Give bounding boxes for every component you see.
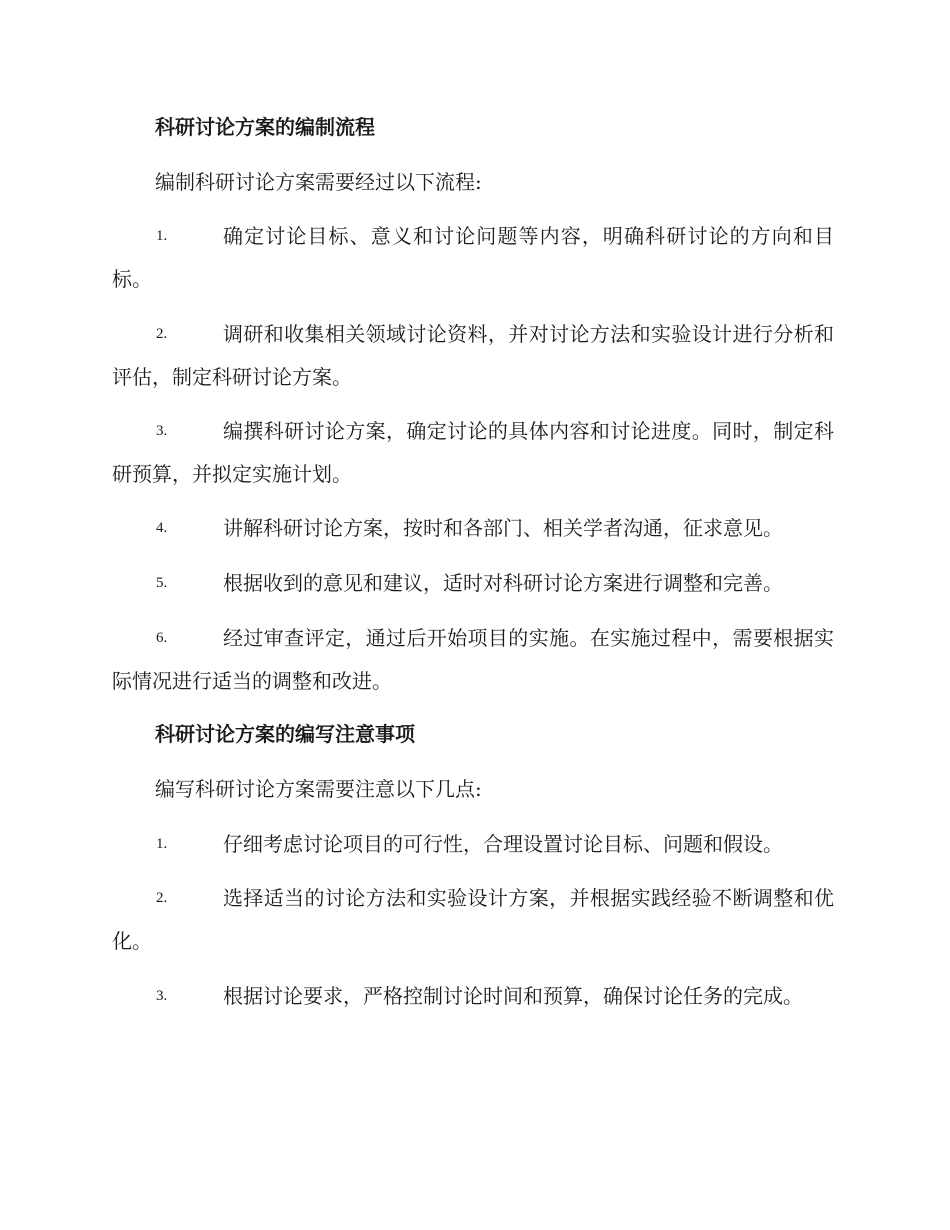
section-heading-compilation-process: 科研讨论方案的编制流程 [155,115,375,139]
section-intro-compilation-process: 编制科研讨论方案需要经过以下流程: [155,170,482,194]
list-item-number: 2. [156,890,168,906]
list-item-text: 根据收到的意见和建议，适时对科研讨论方案进行调整和完善。 [223,571,783,595]
list-item [112,975,834,1018]
list-item-number: 2. [156,326,168,342]
list-item-text: 调研和收集相关领域讨论资料，并对讨论方法和实验设计进行分析和评估，制定科研讨论方案。 [112,322,834,389]
list-item [112,215,834,301]
list-item-text: 仔细考虑讨论项目的可行性，合理设置讨论目标、问题和假设。 [223,832,783,856]
list-item-number: 5. [156,575,168,591]
list-item-number: 1. [156,836,168,852]
list-item-text: 选择适当的讨论方法和实验设计方案，并根据实践经验不断调整和优化。 [112,886,834,953]
section-heading-writing-notes: 科研讨论方案的编写注意事项 [155,722,415,746]
list-item [112,823,834,866]
list-item [112,313,834,399]
list-item [112,617,834,703]
list-item [112,877,834,963]
list-item-number: 3. [156,423,168,439]
list-item-text: 确定讨论目标、意义和讨论问题等内容，明确科研讨论的方向和目标。 [112,224,834,291]
list-item-text: 经过审查评定，通过后开始项目的实施。在实施过程中，需要根据实际情况进行适当的调整和改进。 [112,626,834,693]
section-intro-writing-notes: 编写科研讨论方案需要注意以下几点: [155,777,482,801]
list-item-text: 根据讨论要求，严格控制讨论时间和预算，确保讨论任务的完成。 [223,984,803,1008]
list-item-number: 6. [156,630,168,646]
list-item [112,507,834,550]
list-item-number: 3. [156,988,168,1004]
list-item [112,562,834,605]
list-item-number: 1. [156,228,168,244]
list-item-number: 4. [156,520,168,536]
list-item-text: 编撰科研讨论方案，确定讨论的具体内容和讨论进度。同时，制定科研预算，并拟定实施计划。 [112,419,834,486]
list-item-text: 讲解科研讨论方案，按时和各部门、相关学者沟通，征求意见。 [223,516,783,540]
list-item [112,410,834,496]
